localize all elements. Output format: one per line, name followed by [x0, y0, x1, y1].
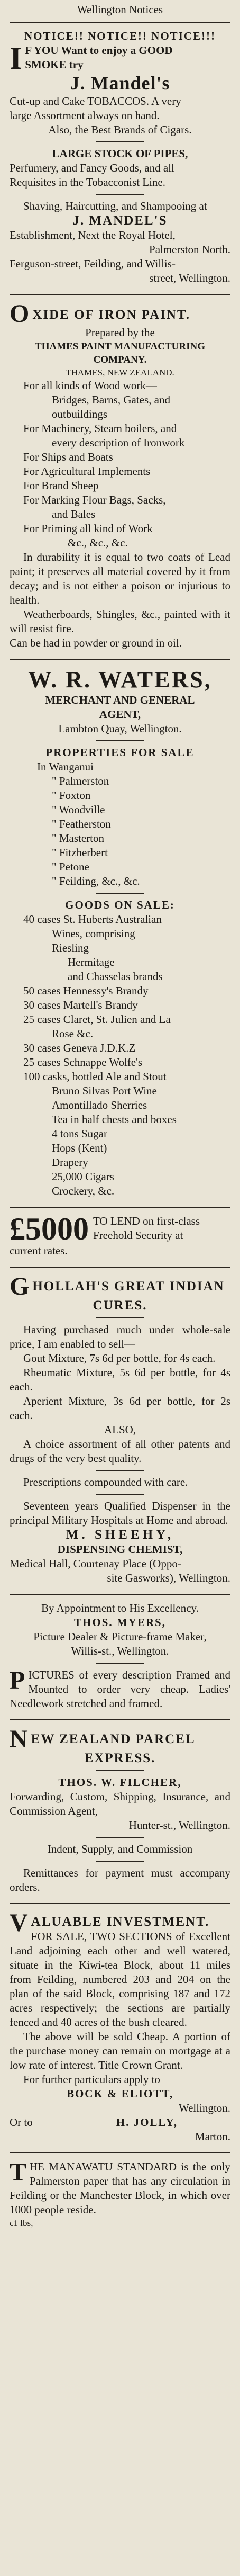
- goods-item: 30 cases Geneva J.D.K.Z: [23, 1042, 136, 1054]
- ad-paragraph: FOR SALE, TWO SECTIONS of Excellent Land adjoining each other and well watered, situate in the Kiwi-tea Block, about 11 miles from Feilding, numbered 203 and 204 on the plan of the said Block, comprising 187 and 172 acres respectively; the sections are partially fenced and 40 acres of the bush cleared.: [10, 1930, 230, 2029]
- paint-use: For Marking Flour Bags, Sacks,: [23, 493, 166, 506]
- ad-heading: ALUABLE INVESTMENT.: [31, 1915, 210, 1929]
- ad-paragraph: In durability it is equal to two coats of Lead paint; it preserves all material covered by it from decay; and is not either a poison or injurious to health.: [10, 551, 230, 606]
- paint-use: For all kinds of Wood work—: [23, 379, 157, 392]
- ad-paragraph: A choice assortment of all other patents and drugs of the very best quality.: [10, 1438, 230, 1465]
- drop-cap: P: [10, 1666, 25, 1694]
- ad-subheading: LARGE STOCK OF PIPES,: [52, 147, 188, 160]
- ad-paragraph: Aperient Mixture, 3s 6d per bottle, for 2s each.: [10, 1395, 230, 1422]
- ad-heading: EXPRESS.: [84, 1751, 156, 1765]
- ad-line: F YOU Want to enjoy a GOOD: [25, 44, 173, 57]
- ad-line: COMPANY.: [93, 354, 147, 365]
- parcel-express-ad: [10, 1726, 230, 1898]
- drop-cap: T: [10, 2158, 27, 2186]
- goods-item: Bruno Silvas Port Wine: [52, 1084, 157, 1097]
- property-location: " Foxton: [52, 789, 91, 802]
- ad-heading: XIDE OF IRON PAINT.: [32, 308, 191, 322]
- goods-item: Amontillado Sherries: [52, 1099, 147, 1111]
- paint-use: For Agricultural Implements: [23, 465, 151, 478]
- divider: [10, 294, 230, 295]
- ad-paragraph: HE MANAWATU STANDARD is the only Palmerston paper that has any circulation in Feilding or the Manchester Block, in which over 1000 people reside.: [10, 2160, 230, 2216]
- ad-line: Hunter-st., Wellington.: [128, 1819, 230, 1832]
- ad-paragraph: For further particulars apply to: [23, 2073, 160, 2086]
- paint-use: every description of Ironwork: [52, 436, 185, 449]
- ad-line: Perfumery, and Fancy Goods, and all: [10, 161, 174, 174]
- notice-heading: NOTICE!! NOTICE!! NOTICE!!!: [24, 30, 216, 42]
- ad-reference: c1 lbs,: [10, 2218, 33, 2228]
- ad-subheading: GOODS ON SALE:: [65, 899, 175, 911]
- property-location: " Featherston: [52, 818, 111, 830]
- divider: [96, 1770, 144, 1771]
- property-location: " Masterton: [52, 832, 104, 845]
- goods-item: Crockery, &c.: [52, 1184, 115, 1197]
- paint-use: For Ships and Boats: [23, 451, 113, 463]
- ad-paragraph: Rheumatic Mixture, 5s 6d per bottle, for 4s each.: [10, 1366, 230, 1393]
- page-title: Wellington Notices: [77, 3, 163, 16]
- waters-merchant-ad: [10, 665, 230, 1201]
- goods-item: Wines, comprising: [52, 927, 135, 940]
- ad-line: Prepared by the: [85, 326, 155, 339]
- ad-paragraph: Weatherboards, Shingles, &c., painted with it will resist fire.: [10, 608, 230, 635]
- goods-item: 25 cases Schnappe Wolfe's: [23, 1056, 143, 1069]
- ad-line: Shaving, Haircutting, and Shampooing at: [23, 200, 207, 212]
- paint-use: For Priming all kind of Work: [23, 522, 153, 535]
- divider: [10, 1207, 230, 1208]
- ad-line: Marton.: [195, 2130, 230, 2143]
- advertiser-name: J. MANDEL'S: [72, 213, 168, 228]
- loan-amount: £5000: [10, 1211, 89, 1246]
- paint-use: For Brand Sheep: [23, 479, 99, 492]
- divider: [10, 1267, 230, 1268]
- manawatu-standard-ad: [10, 2159, 230, 2232]
- divider: [10, 1903, 230, 1904]
- divider: [96, 1494, 144, 1495]
- ad-line: Or to: [10, 2116, 33, 2129]
- drop-cap: V: [10, 1909, 28, 1937]
- paint-use: For Machinery, Steam boilers, and: [23, 422, 177, 435]
- ad-line: MERCHANT AND GENERAL: [45, 694, 195, 706]
- ad-line: Also, the Best Brands of Cigars.: [48, 123, 192, 136]
- property-location: " Feilding, &c., &c.: [52, 875, 140, 887]
- ad-line: large Assortment always on hand.: [10, 109, 160, 122]
- property-location: " Fitzherbert: [52, 846, 108, 859]
- ad-line: Establishment, Next the Royal Hotel,: [10, 229, 176, 241]
- advertiser-name: J. Mandel's: [70, 73, 170, 94]
- advertiser-name: H. JOLLY,: [116, 2116, 178, 2129]
- ad-line: Requisites in the Tobacconist Line.: [10, 176, 166, 189]
- divider: [10, 1594, 230, 1595]
- divider: [10, 1719, 230, 1720]
- goods-item: 4 tons Sugar: [52, 1127, 107, 1140]
- paint-ad: [10, 300, 230, 653]
- ad-line: DISPENSING CHEMIST,: [57, 1543, 183, 1556]
- ad-line: site Gasworks), Wellington.: [107, 1572, 230, 1584]
- ad-line: Picture Dealer & Picture-frame Maker,: [33, 1630, 207, 1643]
- divider: [96, 740, 144, 741]
- divider: [96, 1837, 144, 1838]
- advertisement-column: [10, 0, 230, 2232]
- ad-paragraph: Gout Mixture, 7s 6d per bottle, for 4s each.: [23, 1352, 216, 1365]
- divider: [10, 22, 230, 23]
- goods-item: Hops (Kent): [52, 1142, 107, 1154]
- loan-ad: [10, 1213, 230, 1261]
- property-location: " Petone: [52, 860, 89, 873]
- goods-item: 50 cases Hennessy's Brandy: [23, 984, 149, 997]
- ad-paragraph: Having purchased much under whole-sale price, I am enabled to sell—: [10, 1323, 230, 1350]
- ad-line: Freehold Security at: [93, 1229, 183, 1242]
- advertiser-name: BOCK & ELIOTT,: [66, 2087, 174, 2100]
- ad-heading: EW ZEALAND PARCEL: [31, 1732, 196, 1746]
- drop-cap: N: [10, 1725, 28, 1753]
- divider: [96, 1663, 144, 1664]
- ad-line: By Appointment to His Excellency.: [41, 1602, 199, 1614]
- ad-paragraph: The above will be sold Cheap. A portion of the purchase money can remain on mortgage at a low rate of interest. Title Crown Grant.: [10, 2030, 230, 2071]
- ad-line: AGENT,: [99, 708, 141, 721]
- ad-heading: HOLLAH'S GREAT INDIAN: [32, 1279, 225, 1294]
- goods-item: 25 cases Claret, St. Julien and La: [23, 1013, 171, 1026]
- drop-cap: O: [10, 300, 30, 328]
- property-location: In Wanganui: [37, 760, 94, 773]
- ad-line: THAMES, NEW ZEALAND.: [66, 367, 174, 378]
- divider: [96, 194, 144, 195]
- ad-paragraph: Prescriptions compounded with care.: [23, 1476, 188, 1488]
- goods-item: Hermitage: [68, 956, 115, 968]
- investment-ad: [10, 1909, 230, 2147]
- ad-line: TO LEND on first-class: [93, 1215, 200, 1227]
- paint-use: and Bales: [52, 508, 96, 520]
- advertiser-name: M. SHEEHY,: [66, 1528, 174, 1542]
- goods-item: 100 casks, bottled Ale and Stout: [23, 1070, 167, 1083]
- advertiser-name: THOS. W. FILCHER,: [58, 1776, 182, 1789]
- divider: [96, 1470, 144, 1471]
- ad-paragraph: Forwarding, Custom, Shipping, Insurance, and Commission Agent,: [10, 1790, 230, 1817]
- ad-paragraph: Seventeen years Qualified Dispenser in the principal Military Hospitals at Home and abroad.: [10, 1500, 230, 1527]
- ad-line: street, Wellington.: [149, 272, 230, 284]
- divider: [96, 893, 144, 894]
- ad-paragraph: Can be had in powder or ground in oil.: [10, 636, 182, 649]
- ad-line: ALSO,: [104, 1423, 136, 1436]
- goods-item: 40 cases St. Huberts Australian: [23, 913, 162, 926]
- goods-item: 25,000 Cigars: [52, 1170, 114, 1183]
- advertiser-name: THOS. MYERS,: [74, 1616, 166, 1629]
- goods-item: Rose &c.: [52, 1027, 94, 1040]
- ad-line: Lambton Quay, Wellington.: [58, 722, 182, 735]
- ad-subheading: PROPERTIES FOR SALE: [45, 746, 195, 759]
- drop-cap: G: [10, 1272, 30, 1300]
- ad-heading: CURES.: [93, 1298, 147, 1313]
- divider: [96, 1317, 144, 1318]
- drop-cap: I: [10, 41, 22, 76]
- divider: [96, 141, 144, 142]
- ad-line: Cut-up and Cake TOBACCOS. A very: [10, 95, 181, 107]
- advertiser-name: W. R. WATERS,: [28, 667, 212, 693]
- goods-item: and Chasselas brands: [68, 970, 163, 983]
- ad-line: current rates.: [10, 1244, 68, 1257]
- divider: [10, 659, 230, 660]
- goods-item: Drapery: [52, 1156, 88, 1169]
- ad-paragraph: ICTURES of every description Framed and Mounted to order very cheap. Ladies' Needlework stretched and framed.: [10, 1668, 230, 1710]
- goods-item: Tea in half chests and boxes: [52, 1113, 177, 1126]
- ad-line: Wellington.: [178, 2102, 230, 2114]
- paint-use: outbuildings: [52, 408, 108, 420]
- divider: [96, 1861, 144, 1862]
- mandel-tobacco-ad: [10, 28, 230, 289]
- paint-use: &c., &c., &c.: [68, 536, 128, 549]
- ad-line: THAMES PAINT MANUFACTURING: [35, 341, 205, 352]
- goods-item: 30 cases Martell's Brandy: [23, 999, 138, 1011]
- goods-item: Riesling: [52, 941, 89, 954]
- divider: [10, 2152, 230, 2153]
- property-location: " Palmerston: [52, 775, 109, 787]
- ad-line: Willis-st., Wellington.: [71, 1645, 169, 1657]
- ad-line: Ferguson-street, Feilding, and Willis-: [10, 257, 176, 270]
- ad-line: Palmerston North.: [149, 243, 230, 256]
- property-location: " Woodville: [52, 803, 105, 816]
- ad-line: Indent, Supply, and Commission: [47, 1843, 193, 1855]
- ad-line: Medical Hall, Courtenay Place (Oppo-: [10, 1557, 181, 1570]
- ad-paragraph: Remittances for payment must accompany orders.: [10, 1866, 230, 1893]
- ad-line: SMOKE try: [25, 58, 84, 71]
- paint-use: Bridges, Barns, Gates, and: [52, 393, 170, 406]
- myers-picture-ad: [10, 1600, 230, 1714]
- ghollah-cures-ad: [10, 1273, 230, 1588]
